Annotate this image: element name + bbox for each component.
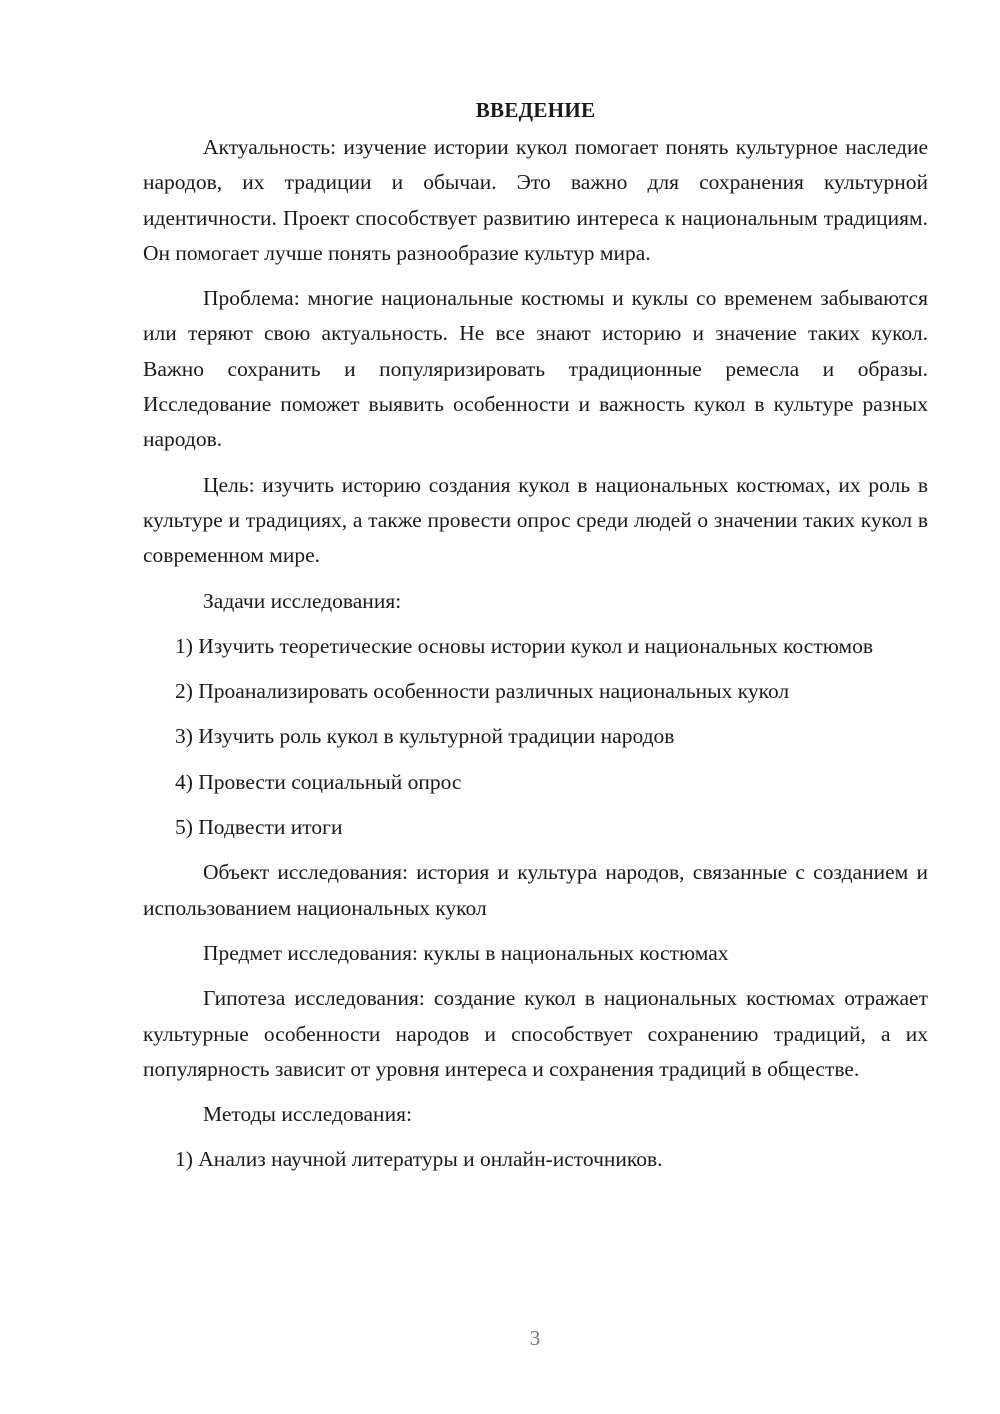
- hypothesis-paragraph: Гипотеза исследования: создание кукол в национальных костюмах отражает культурные особенности народов и способствует сохранению традиций, а их популярность зависит от уровня интереса и сохранения традиций в обществе.: [143, 986, 928, 1081]
- subject-paragraph: Предмет исследования: куклы в национальных костюмах: [203, 940, 729, 965]
- goal-paragraph: Цель: изучить историю создания кукол в национальных костюмах, их роль в культуре и традициях, а также провести опрос среди людей о значении таких кукол в современном мире.: [143, 472, 928, 568]
- task-item-1: 1) Изучить теоретические основы истории кукол и национальных костюмов: [175, 633, 874, 658]
- task-item-2: 2) Проанализировать особенности различных национальных кукол: [175, 679, 790, 704]
- relevance-paragraph: Актуальность: изучение истории кукол помогает понять культурное наследие народов, их традиции и обычаи. Это важно для сохранения культурной идентичности. Проект способствует развитию интереса к национальным традициям. Он помогает лучше понять разнообразие культур мира.: [143, 135, 928, 265]
- section-title: ВВЕДЕНИЕ: [475, 98, 596, 122]
- task-item-5: 5) Подвести итоги: [175, 815, 343, 840]
- task-item-3: 3) Изучить роль кукол в культурной традиции народов: [175, 724, 675, 749]
- task-item-4: 4) Провести социальный опрос: [175, 769, 462, 794]
- tasks-heading: Задачи исследования:: [203, 588, 402, 613]
- problem-paragraph: Проблема: многие национальные костюмы и куклы со временем забываются или теряют свою актуальность. Не все знают историю и значение таких кукол. Важно сохранить и популяризировать традиционные ремесла и образы. Исследование поможет выявить особенности и важность кукол в культуре разных народов.: [143, 286, 928, 452]
- page-number: 3: [529, 1326, 541, 1350]
- methods-heading: Методы исследования:: [203, 1102, 412, 1127]
- method-item-1: 1) Анализ научной литературы и онлайн-источников.: [175, 1147, 663, 1172]
- document-body: [143, 92, 928, 1188]
- object-paragraph: Объект исследования: история и культура народов, связанные с созданием и использованием национальных кукол: [143, 860, 928, 920]
